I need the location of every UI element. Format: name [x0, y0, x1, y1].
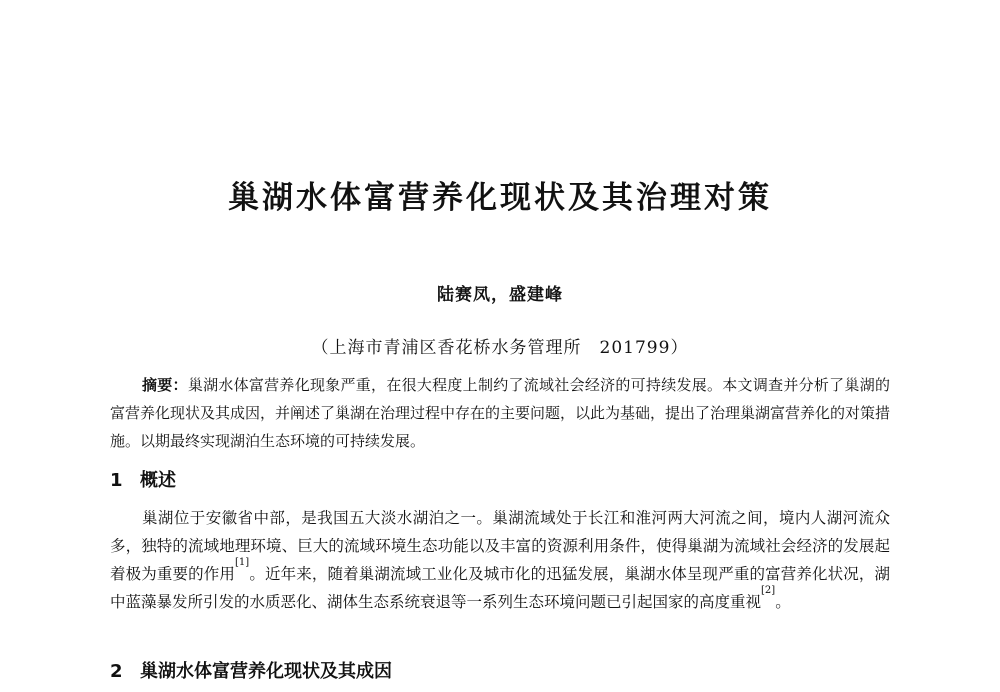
section-1-paragraph [110, 504, 890, 616]
section-2-heading [110, 657, 392, 683]
abstract-paragraph [110, 371, 890, 455]
reference-1: [1] [235, 557, 250, 568]
reference-2: [2] [761, 585, 776, 596]
section-1-text-part1: 巢湖位于安徽省中部，是我国五大淡水湖泊之一。巢湖流域处于长江和淮河两大河流之间，境内人湖河流众多，独特的流域地理环境、巨大的流域环境生态功能以及丰富的资源利用条件，使得巢湖为流域社会经济的发展起着极为重要的作用 [110, 509, 890, 583]
paper-title: 巢湖水体富营养化现状及其治理对策 [228, 180, 772, 216]
section-1-heading [110, 466, 176, 492]
section-1-text-part2: 。近年来，随着巢湖流域工业化及城市化的迅猛发展，巢湖水体呈现严重的富营养化状况，湖中蓝藻暴发所引发的水质恶化、湖体生态系统衰退等一系列生态环境问题已引起国家的高度重视 [110, 565, 890, 611]
section-1-title: 概述 [140, 470, 176, 491]
abstract-label: 摘要： [142, 376, 188, 394]
section-2-number: 2 [110, 661, 123, 682]
section-2-title: 巢湖水体富营养化现状及其成因 [140, 661, 392, 682]
abstract-text: 巢湖水体富营养化现象严重，在很大程度上制约了流域社会经济的可持续发展。本文调查并分析了巢湖的富营养化现状及其成因，并阐述了巢湖在治理过程中存在的主要问题，以此为基础，提出了治理巢湖富营养化的对策措施。以期最终实现湖泊生态环境的可持续发展。 [110, 376, 891, 450]
paper-authors: 陆赛凤，盛建峰 [437, 285, 563, 305]
section-1-number: 1 [110, 470, 123, 491]
paper-affiliation: （上海市青浦区香花桥水务管理所 201799） [311, 338, 689, 358]
section-1-text-part3: 。 [775, 593, 791, 611]
